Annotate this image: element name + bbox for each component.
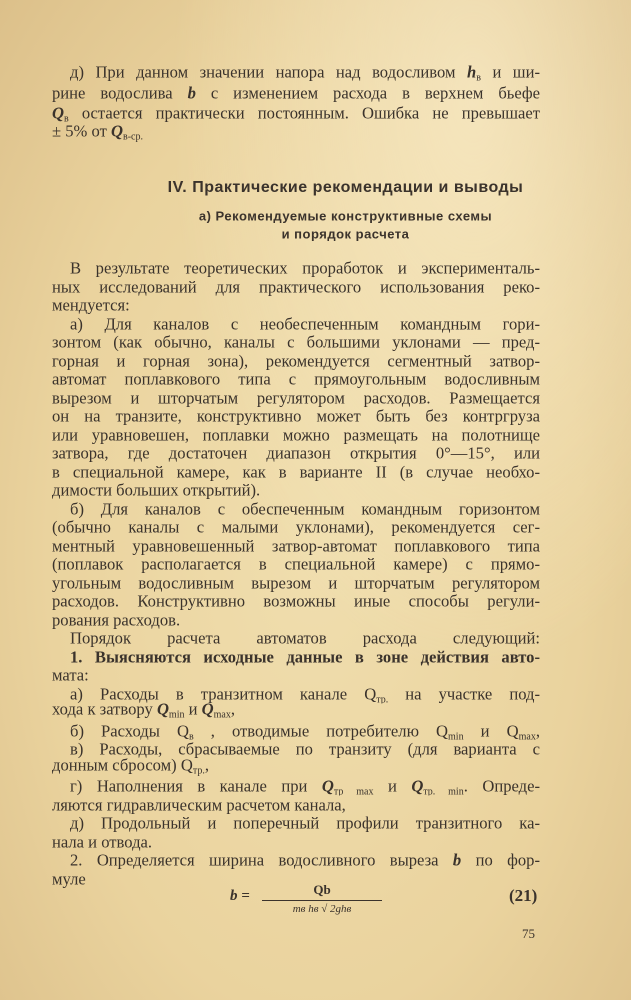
text-segment: автомат поплавкового типа с прямоугольным водосливным	[52, 369, 540, 389]
text-segment: в) Расходы, сбрасываемые по транзиту (для варианта с	[70, 739, 540, 759]
text-segment: затвора, где достаточен диапазон открытия 0°—15°, или	[52, 443, 540, 463]
text-line	[52, 444, 540, 463]
text-line	[52, 610, 540, 629]
text-segment: h	[467, 62, 477, 82]
text-segment: горная и горная зона), рекомендуется сегментный затвор-	[52, 351, 540, 370]
text-line	[52, 296, 540, 315]
text-segment: Q	[201, 699, 214, 719]
text-segment: b	[452, 850, 462, 870]
text-segment: б) Расходы Q	[70, 721, 189, 740]
text-line	[70, 63, 540, 82]
text-segment: г) Наполнения в канале при	[70, 776, 322, 796]
text-segment: Q	[52, 103, 64, 123]
text-segment: муле	[52, 869, 86, 888]
text-line	[52, 518, 540, 537]
text-line	[52, 351, 540, 370]
text-line	[70, 721, 540, 740]
subsection-heading-line-2: и порядок расчета	[281, 226, 410, 242]
text-line	[52, 555, 540, 574]
text-segment: . Опреде-	[463, 776, 540, 796]
text-segment: или уравновешен, поплавки можно размещать на полотнище	[52, 425, 540, 444]
text-line	[52, 832, 540, 851]
text-segment: b	[187, 83, 196, 103]
text-segment: (обычно каналы с малыми уклонами), рекомендуется сег-	[52, 517, 540, 537]
text-segment: по фор-	[461, 850, 540, 870]
subsection-heading-line-1: а) Рекомендуемые конструктивные схемы	[198, 208, 493, 224]
text-segment: ,	[230, 699, 236, 719]
text-segment: и ши-	[480, 62, 540, 82]
text-line	[52, 122, 540, 147]
text-segment: зонтом (как обычно, каналы с большими уклонами — пред-	[52, 332, 540, 352]
text-line	[52, 333, 540, 352]
subscript: max	[213, 709, 231, 721]
text-segment: а) Для каналов с необеспеченным командным гори-	[70, 314, 540, 333]
page-number: 75	[522, 926, 535, 941]
subscript: в	[63, 113, 69, 123]
subscript: в-ср.	[123, 131, 143, 143]
text-segment: ,	[204, 755, 209, 774]
text-line	[52, 536, 540, 555]
text-line	[70, 814, 540, 833]
text-segment: ± 5% от	[52, 121, 112, 141]
subscript: в	[188, 731, 194, 740]
text-segment: он на транзите, конструктивно может быть без контргруза	[52, 406, 540, 426]
text-line	[70, 647, 540, 666]
text-segment: на участке под-	[388, 684, 540, 703]
text-segment: остается практически постоянным. Ошибка не превышает	[68, 103, 540, 123]
text-segment: мата:	[52, 665, 89, 685]
text-segment: и Q	[463, 721, 519, 740]
subscript: min	[448, 731, 464, 740]
subscript: в	[476, 72, 481, 82]
formula-lhs: b =	[230, 888, 250, 904]
text-segment: В результате теоретических проработок и эксперименталь-	[70, 258, 540, 278]
text-segment: Порядок расчета автоматов расхода следующий:	[70, 628, 540, 648]
text-segment: с изменением расхода в верхнем бьефе	[195, 83, 540, 103]
text-segment: донным сбросом) Q	[52, 755, 193, 774]
text-segment: ляются гидравлическим расчетом канала,	[52, 795, 346, 814]
text-segment: в специальной камере, как в варианте II (в случае необхо-	[52, 462, 540, 481]
text-segment: , отводимые потребителю Q	[193, 721, 449, 740]
equation-number: (21)	[509, 886, 538, 905]
text-segment: (поплавок располагается в специальной камере) с прямо-	[52, 554, 540, 574]
text-segment: мендуется:	[52, 295, 130, 315]
subscript: тр. min	[423, 786, 464, 796]
text-segment: д) При данном значении напора над водосливом	[70, 62, 467, 82]
formula-fraction	[262, 882, 382, 915]
subscript: тр.	[192, 765, 205, 776]
text-line	[52, 462, 540, 481]
text-segment: расходов. Конструктивно возможны иные способы регули-	[52, 591, 540, 611]
text-segment: хода к затвору	[52, 699, 157, 719]
text-segment: а) Расходы в транзитном канале Q	[70, 684, 377, 703]
text-segment: ,	[535, 721, 540, 740]
text-segment: ных исследований для практического использования реко-	[52, 277, 540, 296]
text-line	[70, 777, 540, 796]
text-segment: д) Продольный и поперечный профили транзитного ка-	[70, 813, 540, 833]
text-line	[52, 592, 540, 611]
text-line	[52, 277, 540, 296]
text-line	[52, 83, 540, 102]
text-segment: Q	[156, 699, 169, 719]
text-segment: и	[184, 699, 202, 719]
text-segment: Q	[111, 121, 123, 141]
text-segment: вырезом и шторчатым регулятором расходов. Размещается	[52, 388, 540, 407]
text-line	[70, 629, 540, 648]
text-segment: рования расходов.	[52, 610, 181, 629]
text-segment: и	[373, 776, 412, 796]
subscript: тр max	[333, 786, 374, 796]
formula-denominator: mв hв √ 2ghв	[292, 903, 352, 915]
text-segment: нала и отвода.	[52, 832, 153, 851]
text-segment: димости больших открытий).	[52, 480, 261, 500]
text-line	[70, 851, 540, 870]
text-line	[52, 666, 540, 685]
text-line	[52, 104, 540, 123]
text-line	[70, 259, 540, 278]
text-line	[52, 425, 540, 444]
text-segment: 1. Выясняются исходные данные в зоне действия авто-	[70, 647, 540, 666]
text-segment: ментный уравновешенный затвор-автомат поплавкового типа	[52, 536, 540, 555]
text-segment: угольным водосливным вырезом и шторчатым регулятором	[52, 573, 540, 592]
text-segment: рине водослива	[52, 83, 188, 103]
subscript: тр.	[376, 694, 389, 703]
subscript: max	[518, 731, 536, 740]
text-segment: Q	[321, 776, 334, 796]
subscript: min	[168, 709, 185, 721]
section-heading: IV. Практические рекомендации и выводы	[167, 179, 524, 196]
formula-numerator: Qb	[262, 882, 382, 901]
text-line	[52, 573, 540, 592]
text-line	[70, 314, 540, 333]
text-segment: Q	[411, 776, 424, 796]
text-segment: 2. Определяется ширина водосливного выреза	[70, 850, 453, 870]
text-line	[52, 795, 540, 814]
text-line	[52, 370, 540, 389]
text-line	[52, 481, 540, 500]
text-line	[70, 499, 540, 518]
text-line	[52, 407, 540, 426]
text-segment: б) Для каналов с обеспеченным командным горизонтом	[70, 499, 540, 518]
text-line	[52, 388, 540, 407]
